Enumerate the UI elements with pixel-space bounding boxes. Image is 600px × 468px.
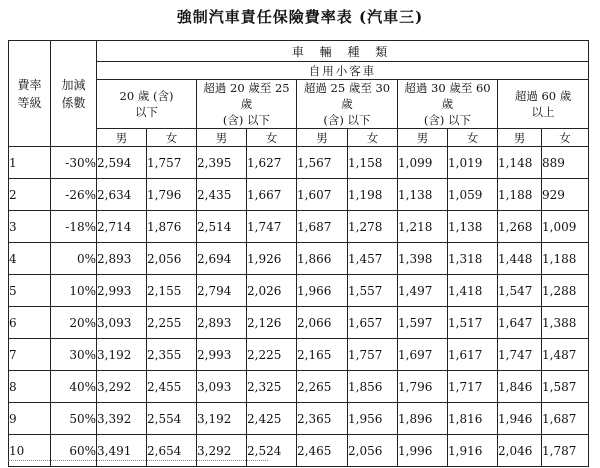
male-header: 男 — [297, 129, 348, 147]
premium-cell: 1,148 — [498, 147, 542, 179]
premium-cell: 1,717 — [448, 371, 498, 403]
premium-cell: 2,056 — [348, 435, 398, 467]
premium-cell: 2,425 — [247, 403, 297, 435]
grade-cell: 6 — [9, 307, 51, 339]
table-row — [9, 275, 589, 307]
age-group-line-2: (含) 以下 — [423, 113, 472, 127]
premium-cell: 1,587 — [542, 371, 589, 403]
premium-cell: 1,218 — [398, 211, 448, 243]
premium-cell: 1,138 — [448, 211, 498, 243]
table-row — [9, 243, 589, 275]
premium-cell: 2,893 — [97, 243, 147, 275]
premium-cell: 1,846 — [498, 371, 542, 403]
adjustment-cell: 10% — [51, 275, 97, 307]
female-header: 女 — [542, 129, 589, 147]
adjustment-cell: -18% — [51, 211, 97, 243]
table-row — [9, 147, 589, 179]
grade-cell: 5 — [9, 275, 51, 307]
age-group-header — [498, 80, 589, 129]
premium-cell: 1,946 — [498, 403, 542, 435]
premium-cell: 1,816 — [448, 403, 498, 435]
premium-cell: 1,697 — [398, 339, 448, 371]
age-group-line-2: 以下 — [135, 105, 158, 119]
age-group-line-2: (含) 以下 — [323, 113, 371, 127]
premium-cell: 2,465 — [297, 435, 348, 467]
premium-cell: 1,856 — [348, 371, 398, 403]
premium-cell: 2,594 — [97, 147, 147, 179]
scan-edge-mark — [8, 460, 268, 465]
grade-header-line-2: 等級 — [17, 95, 42, 110]
age-group-line-1: 20 歲 (含) — [119, 89, 174, 103]
female-header: 女 — [448, 129, 498, 147]
adjustment-cell: 30% — [51, 339, 97, 371]
age-group-line-1: 超過 30 歲至 60 歲 — [404, 81, 491, 111]
age-group-line-1: 超過 20 歲至 25 歲 — [203, 81, 290, 111]
adjustment-cell: 0% — [51, 243, 97, 275]
premium-cell: 2,554 — [147, 403, 197, 435]
male-header: 男 — [498, 129, 542, 147]
premium-cell: 929 — [542, 179, 589, 211]
age-group-line-2: 以上 — [531, 105, 555, 119]
premium-cell: 2,993 — [197, 339, 247, 371]
adjustment-cell: -30% — [51, 147, 97, 179]
premium-cell: 1,398 — [398, 243, 448, 275]
premium-cell: 1,896 — [398, 403, 448, 435]
premium-cell: 1,138 — [398, 179, 448, 211]
premium-cell: 2,524 — [247, 435, 297, 467]
premium-cell: 1,926 — [247, 243, 297, 275]
premium-cell: 2,654 — [147, 435, 197, 467]
grade-cell: 4 — [9, 243, 51, 275]
grade-cell: 10 — [9, 435, 51, 467]
male-header: 男 — [398, 129, 448, 147]
adjustment-cell: 60% — [51, 435, 97, 467]
premium-cell: 2,893 — [197, 307, 247, 339]
premium-cell: 3,093 — [97, 307, 147, 339]
premium-cell: 2,165 — [297, 339, 348, 371]
premium-cell: 1,278 — [348, 211, 398, 243]
premium-cell: 1,617 — [448, 339, 498, 371]
premium-cell: 1,198 — [348, 179, 398, 211]
age-group-header — [197, 80, 297, 129]
premium-cell: 1,647 — [498, 307, 542, 339]
table-row — [9, 307, 589, 339]
premium-cell: 1,457 — [348, 243, 398, 275]
premium-cell: 1,188 — [498, 179, 542, 211]
premium-cell: 2,714 — [97, 211, 147, 243]
premium-cell: 1,956 — [348, 403, 398, 435]
premium-cell: 3,093 — [197, 371, 247, 403]
grade-cell: 1 — [9, 147, 51, 179]
premium-cell: 2,026 — [247, 275, 297, 307]
premium-cell: 2,265 — [297, 371, 348, 403]
rate-table — [8, 40, 589, 467]
grade-header — [9, 41, 51, 147]
premium-cell: 1,747 — [498, 339, 542, 371]
age-group-header — [297, 80, 398, 129]
premium-cell: 2,355 — [147, 339, 197, 371]
table-body — [9, 147, 589, 467]
age-group-line-1: 超過 25 歲至 30 歲 — [303, 81, 391, 111]
premium-cell: 1,916 — [448, 435, 498, 467]
premium-cell: 1,687 — [297, 211, 348, 243]
premium-cell: 3,292 — [197, 435, 247, 467]
female-header: 女 — [147, 129, 197, 147]
premium-cell: 1,268 — [498, 211, 542, 243]
premium-cell: 1,388 — [542, 307, 589, 339]
premium-cell: 1,547 — [498, 275, 542, 307]
premium-cell: 1,966 — [297, 275, 348, 307]
premium-cell: 1,188 — [542, 243, 589, 275]
premium-cell: 1,787 — [542, 435, 589, 467]
adj-header — [51, 41, 97, 147]
premium-cell: 2,225 — [247, 339, 297, 371]
premium-cell: 1,099 — [398, 147, 448, 179]
premium-cell: 2,435 — [197, 179, 247, 211]
female-header: 女 — [348, 129, 398, 147]
premium-cell: 1,687 — [542, 403, 589, 435]
premium-cell: 889 — [542, 147, 589, 179]
premium-cell: 2,794 — [197, 275, 247, 307]
premium-cell: 1,517 — [448, 307, 498, 339]
table-row — [9, 403, 589, 435]
premium-cell: 1,657 — [348, 307, 398, 339]
premium-cell: 1,866 — [297, 243, 348, 275]
premium-cell: 3,192 — [197, 403, 247, 435]
premium-cell: 1,158 — [348, 147, 398, 179]
premium-cell: 1,597 — [398, 307, 448, 339]
table-row — [9, 211, 589, 243]
premium-cell: 1,627 — [247, 147, 297, 179]
premium-cell: 1,318 — [448, 243, 498, 275]
male-header: 男 — [197, 129, 247, 147]
vehicle-type-header: 車 輛 種 類 — [97, 41, 589, 62]
table-row — [9, 339, 589, 371]
grade-cell: 7 — [9, 339, 51, 371]
premium-cell: 1,667 — [247, 179, 297, 211]
page-title: 強制汽車責任保險費率表 (汽車三) — [176, 8, 424, 26]
premium-cell: 1,448 — [498, 243, 542, 275]
male-header: 男 — [97, 129, 147, 147]
premium-cell: 2,066 — [297, 307, 348, 339]
premium-cell: 2,255 — [147, 307, 197, 339]
grade-cell: 3 — [9, 211, 51, 243]
premium-cell: 2,694 — [197, 243, 247, 275]
grade-cell: 9 — [9, 403, 51, 435]
table-row — [9, 179, 589, 211]
premium-cell: 1,757 — [147, 147, 197, 179]
premium-cell: 1,876 — [147, 211, 197, 243]
age-group-header — [398, 80, 498, 129]
table-row — [9, 371, 589, 403]
premium-cell: 2,365 — [297, 403, 348, 435]
grade-header-line-1: 費率 — [17, 77, 42, 92]
car-class-header: 自用小客車 — [97, 62, 589, 80]
premium-cell: 3,192 — [97, 339, 147, 371]
grade-cell: 2 — [9, 179, 51, 211]
premium-cell: 3,292 — [97, 371, 147, 403]
premium-cell: 1,996 — [398, 435, 448, 467]
premium-cell: 3,491 — [97, 435, 147, 467]
premium-cell: 1,019 — [448, 147, 498, 179]
premium-cell: 1,487 — [542, 339, 589, 371]
premium-cell: 2,395 — [197, 147, 247, 179]
premium-cell: 2,993 — [97, 275, 147, 307]
grade-cell: 8 — [9, 371, 51, 403]
adj-header-line-1: 加減 — [61, 77, 86, 92]
premium-cell: 2,325 — [247, 371, 297, 403]
premium-cell: 1,757 — [348, 339, 398, 371]
premium-cell: 1,747 — [247, 211, 297, 243]
adjustment-cell: 50% — [51, 403, 97, 435]
premium-cell: 2,056 — [147, 243, 197, 275]
adjustment-cell: 20% — [51, 307, 97, 339]
premium-cell: 2,514 — [197, 211, 247, 243]
premium-cell: 1,796 — [147, 179, 197, 211]
adj-header-line-2: 係數 — [61, 95, 86, 110]
age-group-header — [97, 80, 197, 129]
premium-cell: 2,155 — [147, 275, 197, 307]
adjustment-cell: -26% — [51, 179, 97, 211]
premium-cell: 1,059 — [448, 179, 498, 211]
adjustment-cell: 40% — [51, 371, 97, 403]
premium-cell: 1,796 — [398, 371, 448, 403]
premium-cell: 1,567 — [297, 147, 348, 179]
premium-cell: 2,046 — [498, 435, 542, 467]
age-group-line-1: 超過 60 歲 — [514, 89, 572, 103]
premium-cell: 1,607 — [297, 179, 348, 211]
premium-cell: 2,126 — [247, 307, 297, 339]
female-header: 女 — [247, 129, 297, 147]
premium-cell: 1,009 — [542, 211, 589, 243]
premium-cell: 1,497 — [398, 275, 448, 307]
premium-cell: 3,392 — [97, 403, 147, 435]
premium-cell: 1,557 — [348, 275, 398, 307]
premium-cell: 1,418 — [448, 275, 498, 307]
table-header — [9, 41, 589, 147]
premium-cell: 2,455 — [147, 371, 197, 403]
age-group-line-2: (含) 以下 — [222, 113, 271, 127]
premium-cell: 1,288 — [542, 275, 589, 307]
premium-cell: 2,634 — [97, 179, 147, 211]
